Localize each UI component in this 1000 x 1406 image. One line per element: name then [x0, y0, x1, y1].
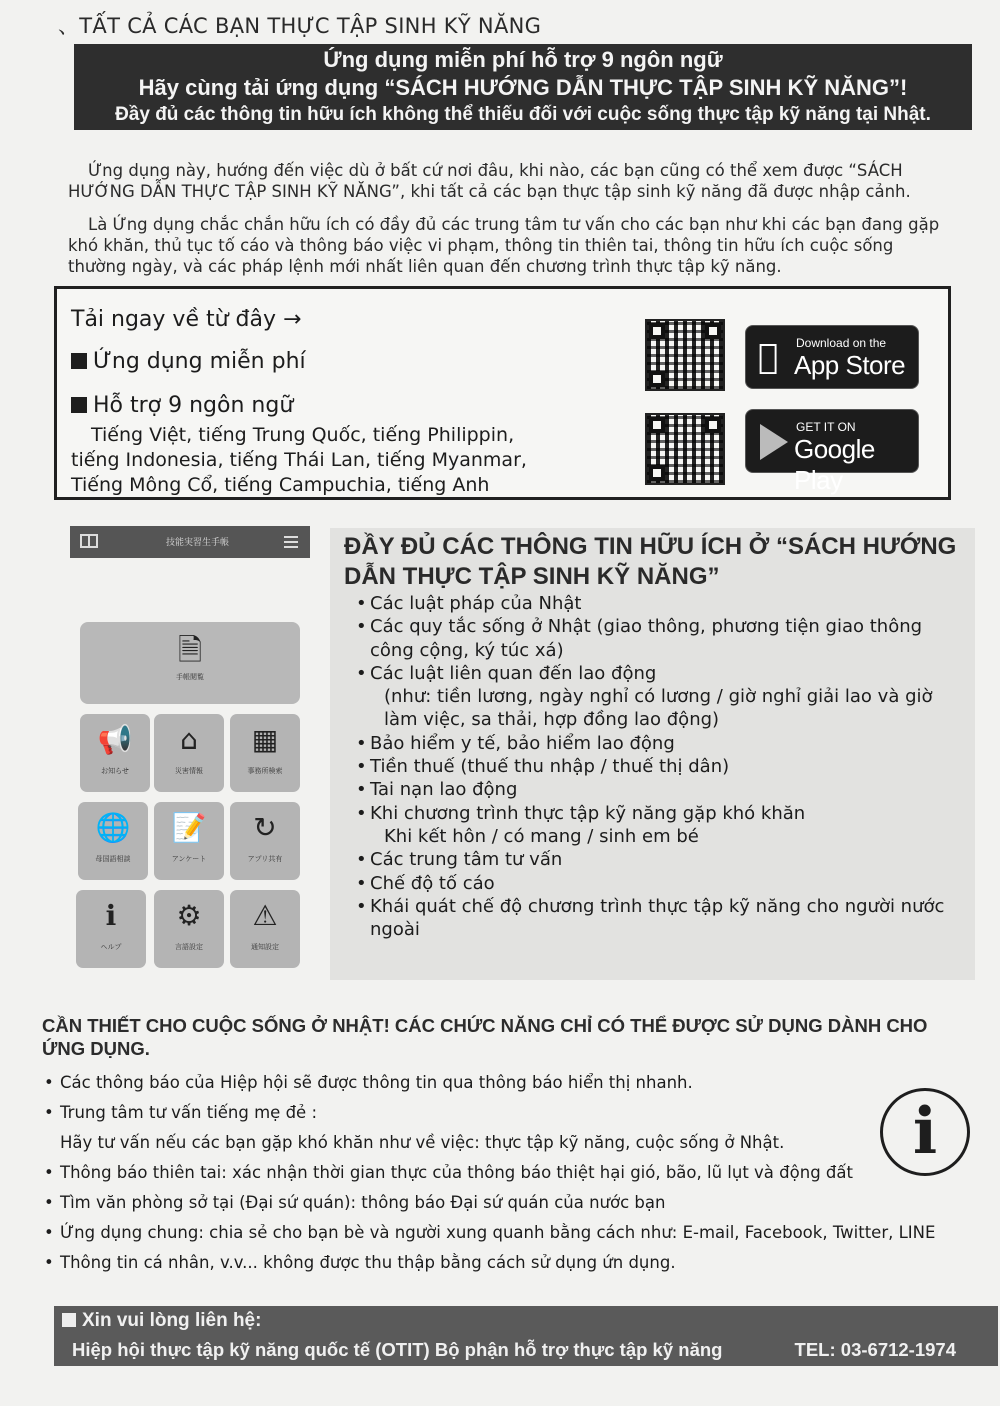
tile-label: 事務所検索 [247, 767, 283, 775]
menu-icon[interactable] [284, 536, 298, 538]
list-item: • Các quy tắc sống ở Nhật (giao thông, phương tiện giao thông công cộng, ký túc xá) [356, 615, 966, 662]
handbook-tile-label: 手帳閲覧 [176, 673, 204, 681]
tile-survey[interactable] [154, 802, 224, 880]
list-item: • Các luật pháp của Nhật [356, 592, 966, 615]
tile-notice[interactable] [80, 714, 150, 792]
tile-label: 言語設定 [175, 943, 203, 951]
survey-icon: 📝 [171, 811, 207, 844]
tile-label: ヘルプ [100, 943, 122, 951]
intro-text-2: Là Ứng dụng chắc chắn hữu ích có đầy đủ các trung tâm tư vấn cho các bạn như khi các bạn đang gặp khó khăn, thủ tục tố cáo và thông báo việc vi phạm, thông tin thiên tai, thông tin hữu ích cuộc sống thường ngày, và các pháp lệnh mới nhất liên quan đến chương trình thực tập kỹ năng. [68, 215, 940, 276]
tile-office-search[interactable] [230, 714, 300, 792]
square-bullet-icon [71, 353, 87, 369]
features-list [356, 592, 966, 941]
list-item: • Bảo hiểm y tế, bảo hiểm lao động [356, 732, 966, 755]
languages-heading [71, 393, 293, 418]
list-item: • Khi chương trình thực tập kỹ năng gặp khó khăn [356, 802, 966, 825]
features-panel [330, 528, 975, 980]
intro-paragraph-1 [68, 160, 948, 202]
book-icon[interactable] [80, 534, 98, 548]
intro-paragraph-2 [68, 214, 948, 277]
gears-icon: ⚙ [176, 899, 202, 932]
googleplay-big-text: Google Play [794, 434, 875, 495]
list-item: • Khái quát chế độ chương trình thực tập kỹ năng cho người nước ngoài [356, 895, 966, 942]
info-icon: i [880, 1088, 970, 1176]
building-icon: ▦ [251, 723, 279, 756]
contact-label-text: Xin vui lòng liên hệ: [82, 1310, 262, 1331]
list-item: • Các trung tâm tư vấn [356, 848, 966, 871]
square-bullet-icon [71, 397, 87, 413]
square-bullet-icon [62, 1313, 76, 1327]
app-header-bar [70, 526, 310, 558]
download-box [54, 286, 951, 500]
download-title: Tải ngay về từ đây → [71, 307, 302, 332]
list-item: • Tai nạn lao động [356, 778, 966, 801]
tile-native-consult[interactable] [78, 802, 148, 880]
free-app-text: Ứng dụng miễn phí [93, 349, 306, 374]
apple-icon [758, 338, 778, 376]
list-item: • Tìm văn phòng sở tại (Đại sứ quán): thông báo Đại sứ quán của nước bạn [44, 1190, 984, 1220]
header-banner [74, 44, 972, 130]
tile-label: お知らせ [101, 767, 129, 775]
features-title: ĐẦY ĐỦ CÁC THÔNG TIN HỮU ÍCH Ở “SÁCH HƯỚNG DẪN THỰC TẬP SINH KỸ NĂNG” [344, 533, 957, 590]
banner-line-1: Ứng dụng miễn phí hỗ trợ 9 ngôn ngữ [323, 47, 723, 72]
tile-share[interactable] [230, 802, 300, 880]
handbook-tile[interactable] [80, 622, 300, 704]
list-item: • Tiền thuế (thuế thu nhập / thuế thị dân) [356, 755, 966, 778]
appstore-small-text: Download on the [796, 336, 887, 350]
googleplay-button[interactable] [745, 409, 919, 495]
list-item: • Chế độ tố cáo [356, 872, 966, 895]
banner-line-3: Đầy đủ các thông tin hữu ích không thể thiếu đối với cuộc sống thực tập kỹ năng tại Nhật. [115, 104, 931, 125]
tile-label: アプリ共有 [247, 855, 283, 863]
list-item: (như: tiền lương, ngày nghỉ có lương / giờ nghỉ giải lao và giờ làm việc, sa thải, hợp đồng lao động) [384, 686, 933, 731]
top-label: 、TẤT CẢ CÁC BẠN THỰC TẬP SINH KỸ NĂNG [58, 14, 542, 38]
list-item: • Thông tin cá nhân, v.v... không được thu thập bằng cách sử dụng ứn dụng. [44, 1250, 984, 1280]
tile-label: アンケート [171, 855, 207, 863]
house-alert-icon: ⌂ [180, 723, 198, 756]
languages-heading-text: Hỗ trợ 9 ngôn ngữ [93, 393, 294, 418]
list-item: • Ứng dụng chung: chia sẻ cho bạn bè và người xung quanh bằng cách như: E-mail, Facebook, Twitter, LINE [44, 1220, 984, 1250]
share-refresh-icon: ↻ [253, 811, 277, 844]
intro-text-1: Ứng dụng này, hướng đến việc dù ở bất cứ nơi đâu, khi nào, các bạn cũng có thể xem được “SÁCH HƯỚNG DẪN THỰC TẬP SINH KỸ NĂNG”, khi tất cả các bạn thực tập sinh kỹ năng đã được nhập cảnh. [68, 161, 911, 201]
appstore-button[interactable] [745, 325, 919, 389]
contact-footer [54, 1306, 998, 1366]
googleplay-qr-code[interactable] [645, 413, 725, 485]
globe-icon: 🌐 [95, 811, 131, 844]
list-item: • Trung tâm tư vấn tiếng mẹ đẻ : [44, 1100, 984, 1130]
organization-name: Hiệp hội thực tập kỹ năng quốc tế (OTIT) Bộ phận hỗ trợ thực tập kỹ năng [72, 1339, 723, 1360]
play-triangle-icon [760, 424, 788, 460]
contact-label [62, 1310, 261, 1332]
googleplay-small-text: GET IT ON [796, 420, 856, 434]
appstore-big-text: App Store [794, 350, 906, 380]
list-item: • Các thông báo của Hiệp hội sẽ được thông tin qua thông báo hiển thị nhanh. [44, 1070, 984, 1100]
list-item: • Thông báo thiên tai: xác nhận thời gian thực của thông báo thiệt hại gió, bão, lũ lụt và động đất [44, 1160, 984, 1190]
free-app-heading [71, 349, 306, 374]
tile-label: 母国語相談 [95, 855, 131, 863]
essential-list [44, 1070, 984, 1280]
app-title: 技能実習生手帳 [166, 538, 230, 548]
tile-language[interactable] [154, 890, 224, 968]
pdf-document-icon: 🗎 [177, 633, 203, 668]
list-item: • Các luật liên quan đến lao động [356, 662, 966, 685]
tile-label: 災害情報 [175, 767, 203, 775]
banner-line-2: Hãy cùng tải ứng dụng “SÁCH HƯỚNG DẪN THỰC TẬP SINH KỸ NĂNG”! [138, 75, 908, 100]
languages-line-2: tiếng Indonesia, tiếng Thái Lan, tiếng Myanmar, [71, 449, 527, 471]
tile-notification[interactable] [230, 890, 300, 968]
help-person-icon: ℹ [105, 899, 117, 932]
notification-icon: ⚠ [252, 899, 278, 932]
languages-line-1: Tiếng Việt, tiếng Trung Quốc, tiếng Philippin, [91, 424, 515, 446]
tile-label: 通知設定 [251, 943, 279, 951]
essential-title: CẦN THIẾT CHO CUỘC SỐNG Ở NHẬT! CÁC CHỨC NĂNG CHỈ CÓ THỂ ĐƯỢC SỬ DỤNG DÀNH CHO ỨNG DỤNG. [42, 1015, 928, 1059]
languages-list [71, 423, 541, 498]
telephone-number[interactable]: TEL: 03-6712-1974 [794, 1339, 956, 1360]
list-item: Hãy tư vấn nếu các bạn gặp khó khăn như về việc: thực tập kỹ năng, cuộc sống ở Nhật. [60, 1133, 785, 1152]
appstore-qr-code[interactable] [645, 319, 725, 391]
tile-disaster[interactable] [154, 714, 224, 792]
list-item: Khi kết hôn / có mang / sinh em bé [384, 825, 699, 847]
languages-line-3: Tiếng Mông Cổ, tiếng Campuchia, tiếng Anh [71, 474, 490, 496]
tile-help[interactable] [76, 890, 146, 968]
megaphone-icon: 📢 [97, 723, 133, 756]
